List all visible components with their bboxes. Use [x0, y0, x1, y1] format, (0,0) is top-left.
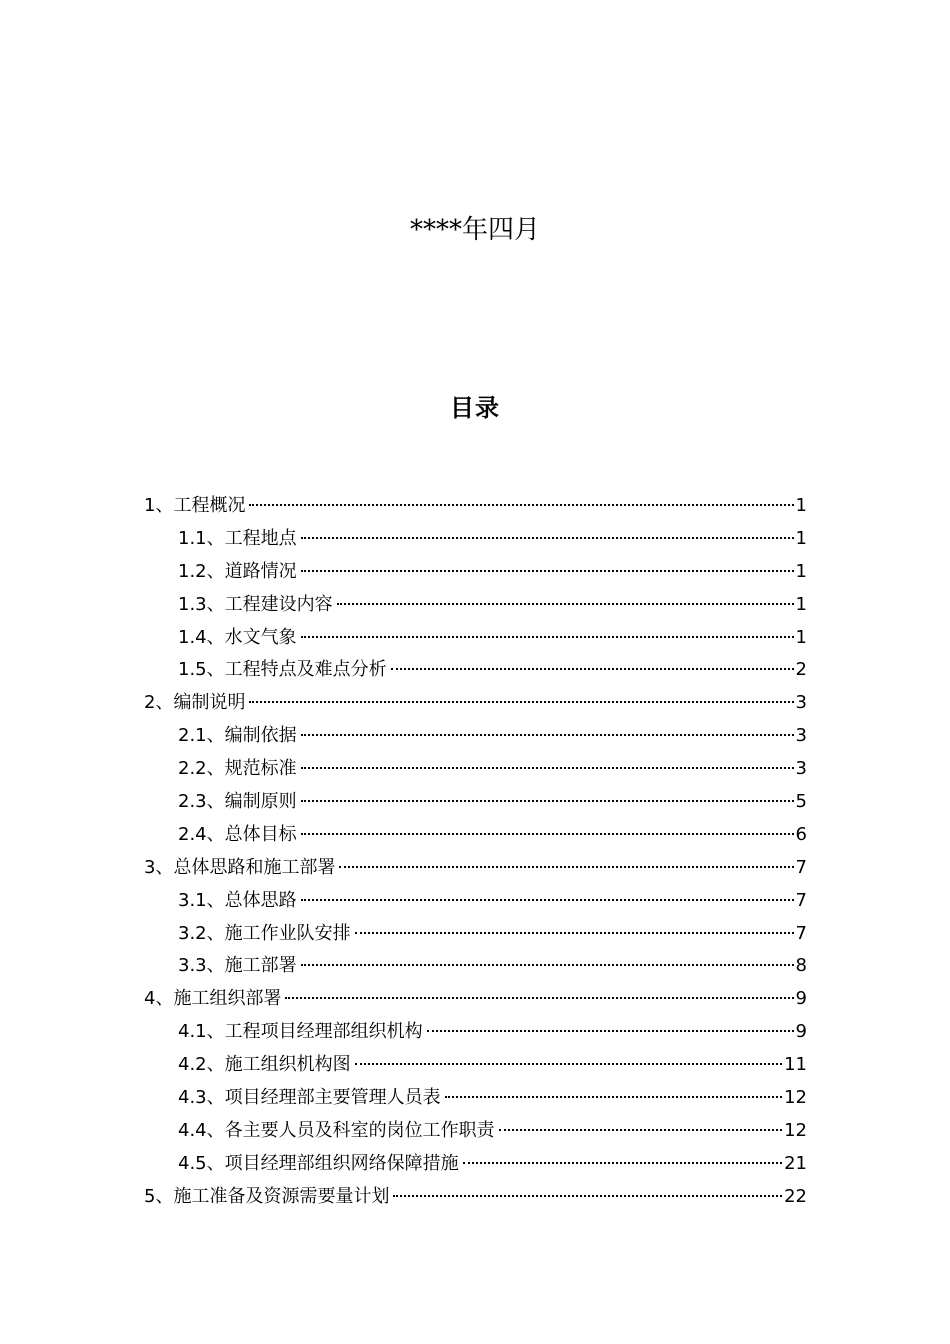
toc-entry-page: 7: [795, 889, 807, 911]
toc-entry[interactable]: [144, 490, 807, 523]
toc-entry-title: 总体目标: [224, 823, 297, 845]
toc-entry-title: 施工组织机构图: [224, 1054, 351, 1076]
toc-entry-page: 5: [795, 791, 807, 813]
toc-entry[interactable]: [144, 720, 807, 753]
toc-entry-page: 12: [784, 1087, 807, 1109]
toc-dot-leader: [427, 1030, 794, 1032]
toc-dot-leader: [301, 570, 794, 572]
toc-entry-number: 2、: [144, 692, 174, 714]
toc-entry[interactable]: [144, 654, 807, 687]
toc-entry-page: 11: [784, 1054, 807, 1076]
toc-entry-page: 21: [784, 1152, 807, 1174]
toc-dot-leader: [337, 603, 794, 605]
toc-entry-number: 5、: [144, 1185, 174, 1207]
toc-entry-title: 施工作业队安排: [224, 922, 351, 944]
toc-entry-title: 项目经理部组织网络保障措施: [224, 1152, 459, 1174]
toc-entry-page: 22: [784, 1185, 807, 1207]
toc-entry-number: 4.4、: [178, 1119, 225, 1141]
toc-entry-number: 2.4、: [178, 823, 225, 845]
toc-entry[interactable]: [144, 918, 807, 951]
toc-dot-leader: [463, 1162, 782, 1164]
toc-entry-title: 施工组织部署: [173, 988, 282, 1010]
toc-entry-page: 3: [795, 692, 807, 714]
toc-dot-leader: [301, 964, 794, 966]
toc-dot-leader: [391, 668, 794, 670]
toc-entry-title: 编制说明: [173, 692, 246, 714]
toc-entry-page: 6: [795, 823, 807, 845]
toc-entry-page: 9: [795, 988, 807, 1010]
toc-entry-number: 2.1、: [178, 725, 225, 747]
toc-dot-leader: [301, 833, 794, 835]
toc-entry-title: 施工部署: [224, 955, 297, 977]
toc-entry-title: 施工准备及资源需要量计划: [173, 1185, 390, 1207]
toc-dot-leader: [355, 1063, 782, 1065]
toc-entry-title: 项目经理部主要管理人员表: [224, 1087, 441, 1109]
toc-entry-number: 4、: [144, 988, 174, 1010]
toc-entry-number: 1.1、: [178, 527, 225, 549]
toc-entry-number: 1.3、: [178, 593, 225, 615]
toc-entry[interactable]: [144, 622, 807, 655]
toc-entry-page: 1: [795, 593, 807, 615]
toc-entry-number: 2.2、: [178, 758, 225, 780]
toc-entry-number: 3、: [144, 856, 174, 878]
toc-entry[interactable]: [144, 852, 807, 885]
toc-entry-number: 3.1、: [178, 889, 225, 911]
toc-dot-leader: [285, 997, 793, 999]
toc-entry[interactable]: [144, 885, 807, 918]
toc-entry-number: 1.5、: [178, 659, 225, 681]
toc-dot-leader: [445, 1096, 782, 1098]
toc-entry[interactable]: [144, 1049, 807, 1082]
toc-entry[interactable]: [144, 1082, 807, 1115]
toc-entry-page: 1: [795, 495, 807, 516]
toc-entry-title: 工程特点及难点分析: [224, 659, 387, 681]
toc-entry-title: 总体思路和施工部署: [173, 856, 336, 878]
toc-entry[interactable]: [144, 753, 807, 786]
toc-entry-page: 8: [795, 955, 807, 977]
toc-entry-number: 4.3、: [178, 1087, 225, 1109]
toc-entry[interactable]: [144, 523, 807, 556]
toc-dot-leader: [301, 800, 794, 802]
toc-entry-number: 4.1、: [178, 1021, 225, 1043]
toc-entry-number: 4.5、: [178, 1152, 225, 1174]
toc-dot-leader: [393, 1195, 782, 1197]
toc-entry-title: 编制依据: [224, 725, 297, 747]
date-line: ****年四月: [409, 215, 540, 245]
toc-entry-page: 1: [795, 527, 807, 549]
toc-dot-leader: [301, 636, 794, 638]
toc-entry-page: 7: [795, 922, 807, 944]
toc-title: 目录: [450, 394, 500, 422]
toc-entry-page: 3: [795, 725, 807, 747]
toc-entry-page: 7: [795, 856, 807, 878]
toc-entry-page: 1: [795, 626, 807, 648]
toc-entry-title: 总体思路: [224, 889, 297, 911]
toc-entry-number: 3.2、: [178, 922, 225, 944]
toc-entry-page: 2: [795, 659, 807, 681]
toc-entry[interactable]: [144, 556, 807, 589]
toc-dot-leader: [249, 504, 793, 506]
toc-entry-title: 工程项目经理部组织机构: [224, 1021, 423, 1043]
toc-entry[interactable]: [144, 589, 807, 622]
toc-entry-title: 道路情况: [224, 560, 297, 582]
toc-entry-title: 规范标准: [224, 758, 297, 780]
toc-entry-number: 4.2、: [178, 1054, 225, 1076]
toc-entry-number: 1.2、: [178, 560, 225, 582]
toc-dot-leader: [339, 866, 793, 868]
toc-entry[interactable]: [144, 1148, 807, 1181]
toc-dot-leader: [249, 701, 793, 703]
toc-dot-leader: [301, 734, 794, 736]
table-of-contents: [144, 490, 807, 1214]
toc-dot-leader: [301, 767, 794, 769]
toc-entry-title: 编制原则: [224, 791, 297, 813]
toc-entry-page: 3: [795, 758, 807, 780]
toc-entry-number: 1.4、: [178, 626, 225, 648]
toc-entry-number: 1、: [144, 495, 174, 516]
toc-entry-title: 工程概况: [173, 495, 246, 516]
toc-entry-page: 1: [795, 560, 807, 582]
toc-entry[interactable]: [144, 1115, 807, 1148]
toc-dot-leader: [301, 899, 794, 901]
toc-entry[interactable]: [144, 687, 807, 720]
toc-entry-title: 水文气象: [224, 626, 297, 648]
toc-entry-page: 9: [795, 1021, 807, 1043]
toc-entry[interactable]: [144, 1181, 807, 1214]
toc-entry-title: 各主要人员及科室的岗位工作职责: [224, 1119, 495, 1141]
toc-entry-title: 工程地点: [224, 527, 297, 549]
toc-entry-page: 12: [784, 1119, 807, 1141]
toc-entry[interactable]: [144, 950, 807, 983]
toc-dot-leader: [355, 932, 794, 934]
toc-dot-leader: [301, 537, 794, 539]
toc-dot-leader: [499, 1129, 782, 1131]
toc-entry-number: 3.3、: [178, 955, 225, 977]
toc-entry[interactable]: [144, 1016, 807, 1049]
toc-entry-title: 工程建设内容: [224, 593, 333, 615]
toc-entry-number: 2.3、: [178, 791, 225, 813]
toc-entry[interactable]: [144, 983, 807, 1016]
toc-entry[interactable]: [144, 819, 807, 852]
toc-entry[interactable]: [144, 786, 807, 819]
